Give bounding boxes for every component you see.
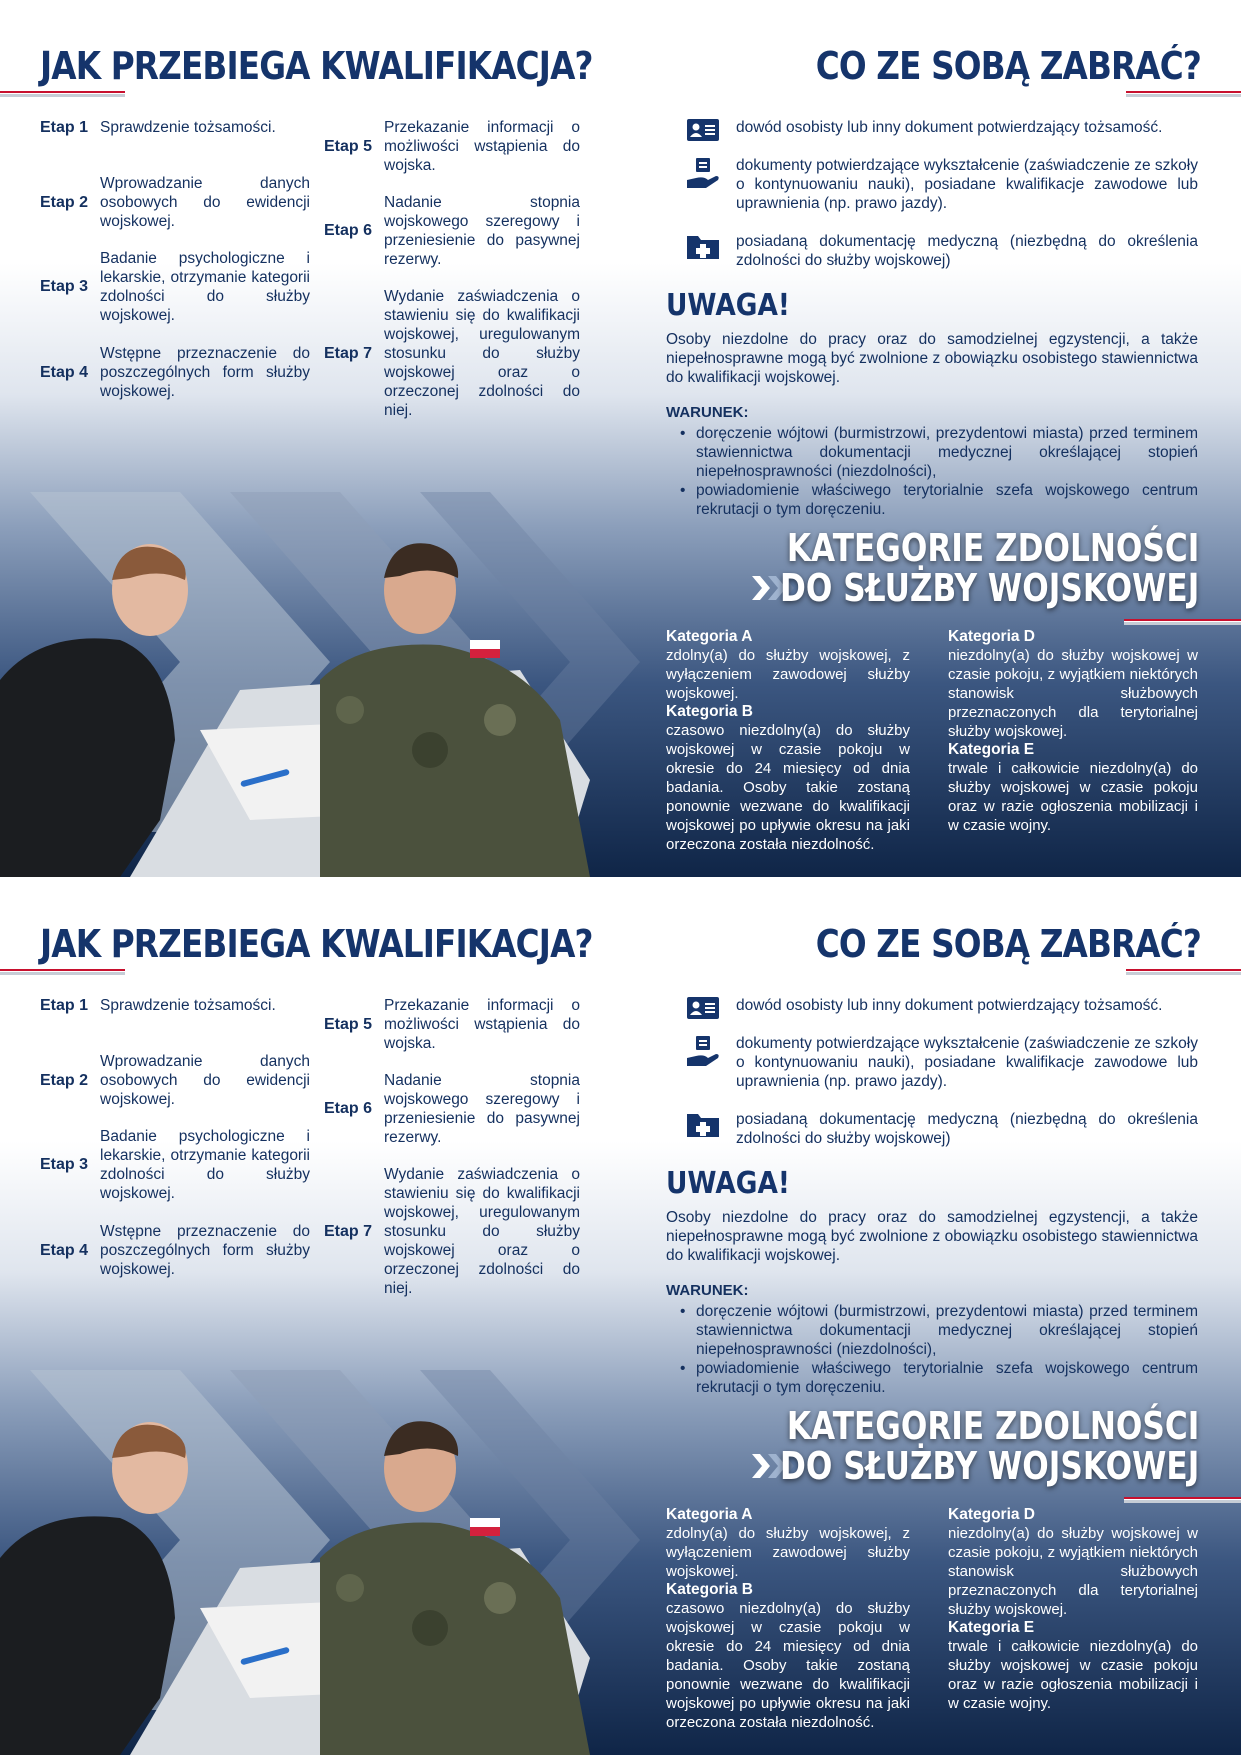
notice-text: Osoby niezdolne do pracy oraz do samodzielnej egzystencji, a także niepełnosprawne mogą być zwolnione z obowiązku osobistego stawiennictwa do kwalifikacji wojskowej. [666,331,1198,386]
bring-item [686,156,1198,213]
stage-item [40,249,310,325]
category-e [948,740,1198,835]
hand-document-icon [686,156,722,186]
stage-text: Wprowadzanie danych osobowych do ewidencji wojskowej. [100,1053,310,1108]
categories-title-line2: DO SŁUŻBY WOJSKOWEJ [779,566,1199,610]
category-name: Kategoria B [666,1581,753,1598]
category-text: niezdolny(a) do służby wojskowej w czasie pokoju, z wyjątkiem niektórych stanowisk służbowych przeznaczonych dla terytorialnej służby wojskowej. [948,1525,1198,1618]
bring-text: dokumenty potwierdzające wykształcenie (zaświadczenie ze szkoły o kontynuowaniu nauki), posiadane kwalifikacje zawodowe lub uprawnienia (np. prawo jazdy). [736,1035,1198,1090]
category-name: Kategoria E [948,1619,1035,1636]
medical-folder-icon [686,232,722,262]
category-name: Kategoria D [948,628,1035,645]
stage-text: Badanie psychologiczne i lekarskie, otrzymanie kategorii zdolności do służby wojskowej. [100,250,310,324]
category-name: Kategoria A [666,1506,753,1523]
stage-item [324,287,580,420]
stage-item [324,1071,580,1147]
categories-title [780,528,1199,608]
category-name: Kategoria E [948,741,1035,758]
title-underline [1124,619,1241,625]
stage-label: Etap 6 [324,1100,373,1117]
stage-text: Badanie psychologiczne i lekarskie, otrzymanie kategorii zdolności do służby wojskowej. [100,1128,310,1202]
qualification-photo [0,1398,600,1755]
condition-title: WARUNEK: [666,1282,749,1299]
category-a [666,627,910,703]
bring-item [686,996,1198,1026]
bring-title: CO ZE SOBĄ ZABRAĆ? [815,922,1201,966]
stage-item [324,193,580,269]
condition-item: • powiadomienie właściwego terytorialnie szefa wojskowego centrum rekrutacji o tym doręczeniu. [666,481,1198,519]
bring-title: CO ZE SOBĄ ZABRAĆ? [815,44,1201,88]
id-card-icon [686,996,722,1026]
stage-label: Etap 7 [324,1222,373,1240]
condition-title: WARUNEK: [666,404,749,421]
category-text: trwale i całkowicie niezdolny(a) do służby wojskowej w czasie pokoju oraz w razie ogłoszenia mobilizacji i w czasie wojny. [948,1638,1198,1712]
stage-item [324,1165,580,1298]
category-a [666,1505,910,1581]
notice-title: UWAGA! [666,288,790,323]
bring-text: dokumenty potwierdzające wykształcenie (zaświadczenie ze szkoły o kontynuowaniu nauki), posiadane kwalifikacje zawodowe lub uprawnienia (np. prawo jazdy). [736,157,1198,212]
stage-item [40,344,310,401]
stage-item [40,174,310,231]
stage-label: Etap 6 [324,222,373,239]
stage-label: Etap 3 [40,278,89,295]
condition-list [666,1302,1198,1397]
stage-label: Etap 4 [40,363,89,381]
stage-label: Etap 5 [324,1015,373,1033]
medical-folder-icon [686,1110,722,1140]
leaflet-panel-bottom [0,878,1241,1755]
condition-item: • doręczenie wójtowi (burmistrzowi, prezydentowi miasta) przed terminem stawiennictwa dokumentacji medycznej określającej stopień niepełnosprawności (niezdolności), [666,424,1198,481]
stage-text: Wprowadzanie danych osobowych do ewidencji wojskowej. [100,175,310,230]
title-underline [0,969,125,975]
category-name: Kategoria D [948,1506,1035,1523]
category-text: zdolny(a) do służby wojskowej, z wyłączeniem zawodowej służby wojskowej. [666,1525,910,1580]
title-underline [1124,1497,1241,1503]
categories-title-line1: KATEGORIE ZDOLNOŚCI [786,526,1199,570]
stage-item [40,1052,310,1109]
condition-list [666,424,1198,519]
stage-item [40,118,310,137]
stage-text: Wstępne przeznaczenie do poszczególnych form służby wojskowej. [100,345,310,400]
categories-title-line2: DO SŁUŻBY WOJSKOWEJ [779,1444,1199,1488]
bring-text: dowód osobisty lub inny dokument potwierdzający tożsamość. [736,119,1163,136]
stage-text: Przekazanie informacji o możliwości wstąpienia do wojska. [384,997,580,1052]
leaflet-panel-top [0,0,1241,877]
category-text: niezdolny(a) do służby wojskowej w czasie pokoju, z wyjątkiem niektórych stanowisk służbowych przeznaczonych dla terytorialnej służby wojskowej. [948,647,1198,740]
stage-text: Nadanie stopnia wojskowego szeregowy i przeniesienie do pasywnej rezerwy. [384,194,580,268]
notice-title: UWAGA! [666,1166,790,1201]
stage-label: Etap 4 [40,1241,89,1259]
stage-item [324,996,580,1053]
stage-text: Wydanie zaświadczenia o stawieniu się do kwalifikacji wojskowej, uregulowanym stosunku do służby wojskowej oraz o orzeczonej zdolności do niej. [384,288,580,419]
bring-item [686,232,1198,270]
stage-item [40,1222,310,1279]
hand-document-icon [686,1034,722,1064]
condition-item: • powiadomienie właściwego terytorialnie szefa wojskowego centrum rekrutacji o tym doręczeniu. [666,1359,1198,1397]
stage-text: Wstępne przeznaczenie do poszczególnych form służby wojskowej. [100,1223,310,1278]
title-underline [1126,969,1241,975]
bring-item [686,118,1198,148]
bring-item [686,1034,1198,1091]
category-d [948,1505,1198,1619]
stage-item [40,1127,310,1203]
bring-text: posiadaną dokumentację medyczną (niezbędną do określenia zdolności do służby wojskowej) [736,233,1198,269]
category-d [948,627,1198,741]
qualification-title: JAK PRZEBIEGA KWALIFIKACJA? [40,922,593,966]
stage-label: Etap 5 [324,137,373,155]
stage-label: Etap 1 [40,118,89,136]
categories-title-line1: KATEGORIE ZDOLNOŚCI [786,1404,1199,1448]
category-b [666,1580,910,1732]
category-b [666,702,910,854]
notice-text: Osoby niezdolne do pracy oraz do samodzielnej egzystencji, a także niepełnosprawne mogą być zwolnione z obowiązku osobistego stawiennictwa do kwalifikacji wojskowej. [666,1209,1198,1264]
stage-label: Etap 2 [40,193,89,211]
stage-label: Etap 7 [324,344,373,362]
category-text: trwale i całkowicie niezdolny(a) do służby wojskowej w czasie pokoju oraz w razie ogłoszenia mobilizacji i w czasie wojny. [948,760,1198,834]
stage-label: Etap 1 [40,996,89,1014]
category-e [948,1618,1198,1713]
category-text: czasowo niezdolny(a) do służby wojskowej w czasie pokoju w okresie do 24 miesięcy od dnia badania. Osoby takie zostaną ponownie wezwane do kwalifikacji wojskowej po upływie okresu na jaki orzeczona została niezdolność. [666,1600,910,1731]
category-name: Kategoria B [666,703,753,720]
category-name: Kategoria A [666,628,753,645]
stage-item [324,118,580,175]
condition-item: • doręczenie wójtowi (burmistrzowi, prezydentowi miasta) przed terminem stawiennictwa dokumentacji medycznej określającej stopień niepełnosprawności (niezdolności), [666,1302,1198,1359]
title-underline [1126,91,1241,97]
bring-text: dowód osobisty lub inny dokument potwierdzający tożsamość. [736,997,1163,1014]
bring-text: posiadaną dokumentację medyczną (niezbędną do określenia zdolności do służby wojskowej) [736,1111,1198,1147]
category-text: zdolny(a) do służby wojskowej, z wyłączeniem zawodowej służby wojskowej. [666,647,910,702]
id-card-icon [686,118,722,148]
category-text: czasowo niezdolny(a) do służby wojskowej w czasie pokoju w okresie do 24 miesięcy od dnia badania. Osoby takie zostaną ponownie wezwane do kwalifikacji wojskowej po upływie okresu na jaki orzeczona została niezdolność. [666,722,910,853]
stage-text: Nadanie stopnia wojskowego szeregowy i przeniesienie do pasywnej rezerwy. [384,1072,580,1146]
stage-item [40,996,310,1015]
stage-label: Etap 3 [40,1156,89,1173]
stage-text: Wydanie zaświadczenia o stawieniu się do kwalifikacji wojskowej, uregulowanym stosunku do służby wojskowej oraz o orzeczonej zdolności do niej. [384,1166,580,1297]
title-underline [0,91,125,97]
bring-item [686,1110,1198,1148]
categories-title [780,1406,1199,1486]
stage-text: Sprawdzenie tożsamości. [100,119,276,136]
stage-label: Etap 2 [40,1071,89,1089]
qualification-title: JAK PRZEBIEGA KWALIFIKACJA? [40,44,593,88]
stage-text: Sprawdzenie tożsamości. [100,997,276,1014]
stage-text: Przekazanie informacji o możliwości wstąpienia do wojska. [384,119,580,174]
qualification-photo [0,520,600,877]
